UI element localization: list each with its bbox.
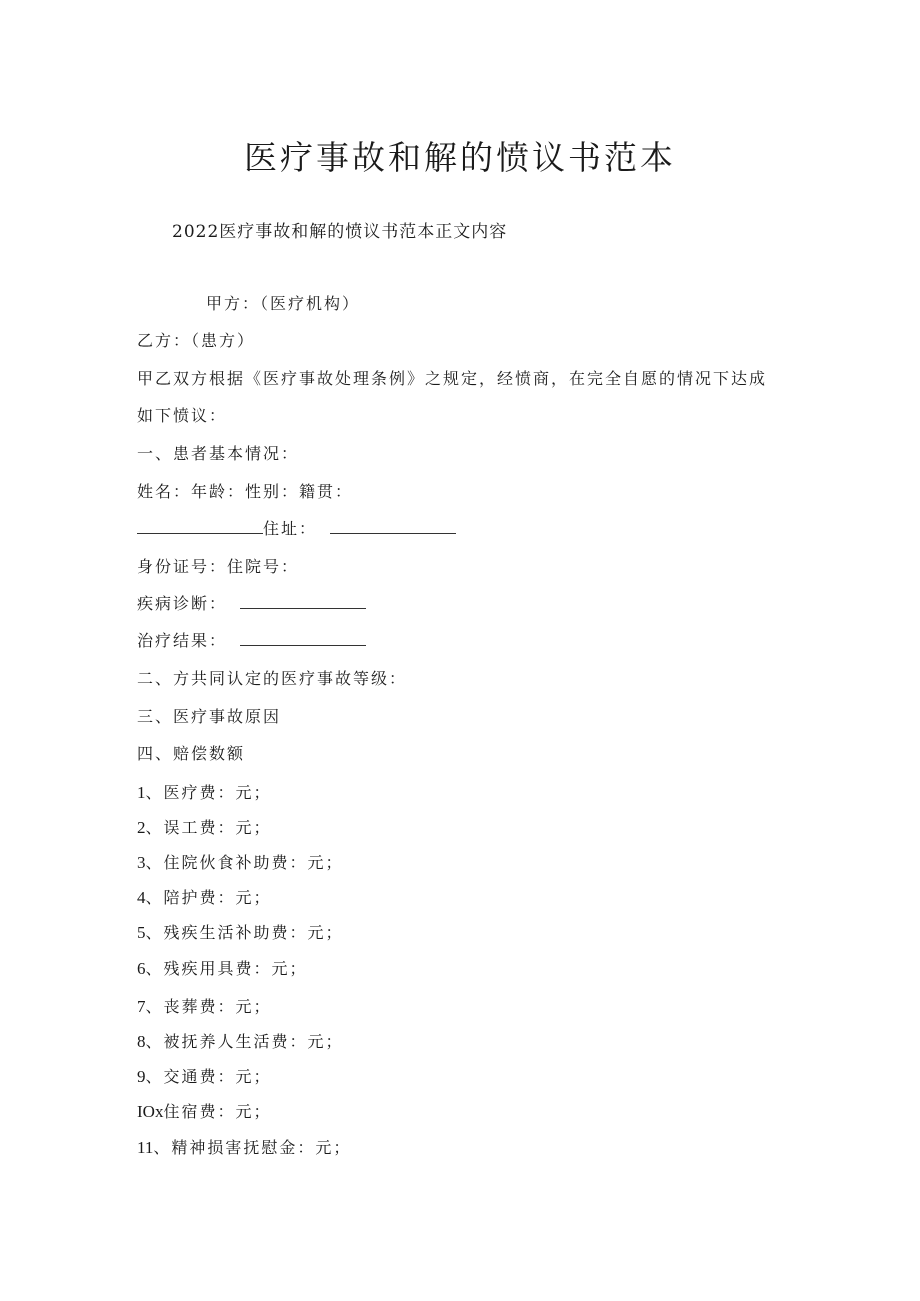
diagnosis-label: 疾病诊断： — [137, 594, 228, 613]
intro-line-1: 甲乙双方根据《医疗事故处理条例》之规定，经愤商，在完全自愿的情况下达成 — [137, 369, 768, 388]
list-item: 1、医疗费：元； — [137, 783, 272, 802]
diagnosis-line — [137, 591, 366, 614]
list-item: 2、误工费：元； — [137, 818, 272, 837]
section-3-heading: 三、医疗事故原因 — [137, 707, 282, 726]
result-label: 治疗结果： — [137, 631, 228, 650]
list-item: 8、被抚养人生活费：元； — [137, 1032, 344, 1051]
list-item: 3、住院伙食补助费：元； — [137, 853, 344, 872]
address-blank — [330, 519, 456, 534]
section-1-heading: 一、患者基本情况： — [137, 444, 300, 463]
list-item: IOx住宿费：元； — [137, 1102, 272, 1121]
diagnosis-blank — [240, 594, 366, 609]
list-item: 5、残疾生活补助费：元； — [137, 923, 344, 942]
list-item: 7、丧葬费：元； — [137, 997, 272, 1016]
list-item: 4、陪护费：元； — [137, 888, 272, 907]
party-a: 甲方：（医疗机构） — [206, 294, 361, 313]
document-subtitle: 2022医疗事故和解的愤议书范本正文内容 — [172, 222, 508, 242]
party-b: 乙方：（患方） — [137, 331, 256, 350]
result-blank — [240, 631, 366, 646]
section-4-heading: 四、赔偿数额 — [137, 744, 246, 763]
list-item: 11、精神损害抚慰金：元； — [137, 1138, 352, 1157]
name-blank — [137, 519, 263, 534]
list-item: 6、残疾用具费：元； — [137, 959, 308, 978]
document-title: 医疗事故和解的愤议书范本 — [244, 138, 676, 177]
address-label: 住址： — [263, 519, 318, 538]
id-line: 身份证号：住院号： — [137, 557, 300, 576]
list-item: 9、交通费：元； — [137, 1067, 272, 1086]
intro-line-2: 如下愤议： — [137, 406, 228, 425]
section-2-heading: 二、方共同认定的医疗事故等级： — [137, 669, 408, 688]
result-line — [137, 628, 366, 651]
patient-info-line: 姓名：年龄：性别：籍贯： — [137, 482, 354, 501]
address-line — [137, 516, 456, 539]
